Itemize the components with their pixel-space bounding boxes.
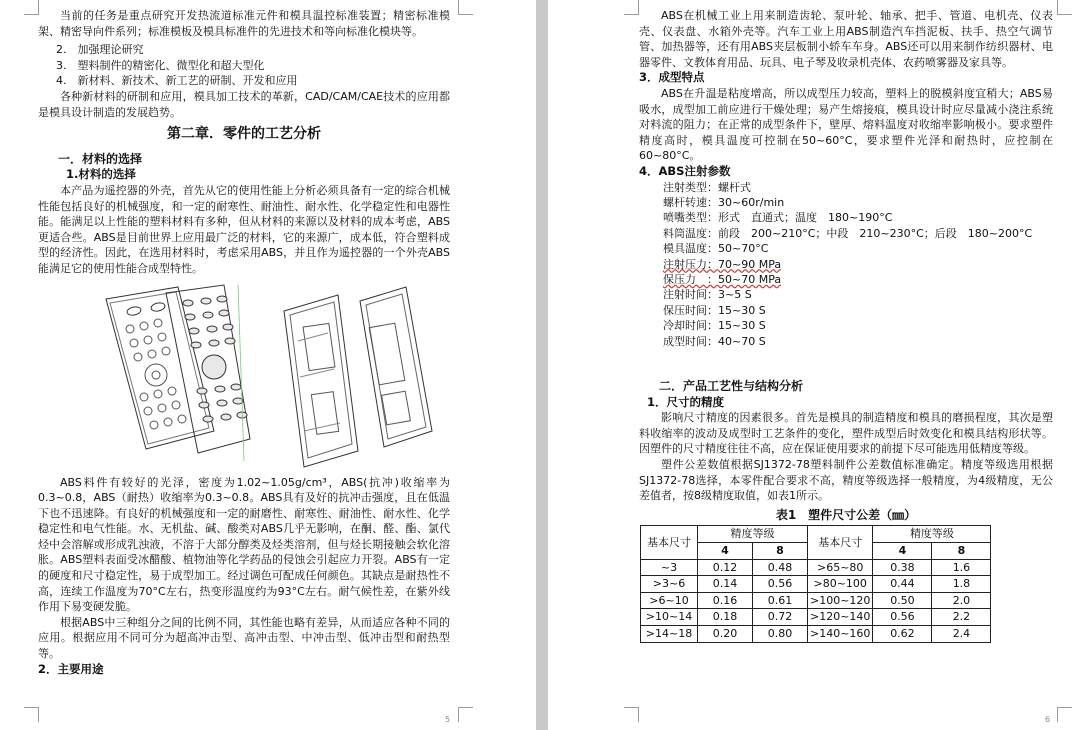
table-cell: ~3 bbox=[641, 559, 698, 576]
table-header-grade: 精度等级 bbox=[698, 526, 808, 543]
remote-control-figure bbox=[38, 281, 450, 473]
table-cell: 0.18 bbox=[698, 609, 753, 626]
paragraph-tolerance: 塑件公差数值根据SJ1372-78塑料制件公差数值标准确定。精度等级选用根据SJ1372-78选择，本零件配合要求不高，精度等级选择一般精度，为4级精度，无公差值者，按8级精度取值，如表1所示。 bbox=[639, 457, 1053, 503]
paragraph-molding: ABS在升温是粘度增高，所以成型压力较高，塑料上的脱模斜度宜稍大；ABS易吸水，成型加工前应进行干燥处理；易产生熔接痕，模具设计时应尽量减小浇注系统对料流的阻力；在正常的成型条件下，壁厚、熔料温度对收缩率影响极小。要求塑件精度高时，模具温度可控制在50~60°C，要求塑件光泽和耐热时，应控制在60~80°C。 bbox=[639, 86, 1053, 163]
table-cell: 0.50 bbox=[873, 592, 932, 609]
injection-params bbox=[663, 180, 1053, 349]
spacer bbox=[639, 349, 1053, 379]
table-header-grade-8: 8 bbox=[753, 542, 808, 559]
table-row bbox=[641, 609, 991, 626]
table-cell: 0.44 bbox=[873, 576, 932, 593]
table-row bbox=[641, 576, 991, 593]
table-header-grade-4: 4 bbox=[698, 542, 753, 559]
param-line: 注射压力：70~90 MPa bbox=[663, 257, 782, 271]
table-header-grade-4: 4 bbox=[873, 542, 932, 559]
table-cell: 0.16 bbox=[698, 592, 753, 609]
crop-mark bbox=[1057, 0, 1072, 15]
list-item: 4. 新材料、新技术、新工艺的研制、开发和应用 bbox=[56, 74, 298, 88]
section-heading: 一．材料的选择 bbox=[58, 151, 143, 166]
tolerance-table bbox=[640, 525, 991, 642]
param-line: 料筒温度：前段 200~210°C；中段 210~230°C；后段 180~200°C bbox=[663, 226, 1033, 240]
param-line: 保压力 ：50~70 MPa bbox=[663, 272, 782, 286]
table-header-grade-8: 8 bbox=[932, 542, 991, 559]
table-cell: >65~80 bbox=[808, 559, 873, 576]
list-item: 3. 塑料制件的精密化、微型化和超大型化 bbox=[56, 58, 265, 72]
crop-mark bbox=[458, 707, 473, 722]
table-cell: >120~140 bbox=[808, 609, 873, 626]
paragraph-abs-types: 根据ABS中三种组分之间的比例不同，其性能也略有差异，从而适应各种不同的应用。根据应用不同可分为超高冲击型、高冲击型、中冲击型、低冲击型和耐热型等。 bbox=[38, 615, 450, 661]
paragraph-intro: 当前的任务是重点研究开发热流道标准元件和模具温控标准装置；精密标准模架、精密导向件系列；标准模板及模具标准件的先进技术和等向标准化模块等。 bbox=[38, 9, 450, 38]
param-line: 冷却时间：15~30 S bbox=[663, 319, 766, 333]
crop-mark bbox=[624, 707, 639, 722]
crop-mark bbox=[24, 0, 39, 15]
table-cell: 0.61 bbox=[753, 592, 808, 609]
subsection-heading: 3．成型特点 bbox=[639, 70, 705, 85]
param-line: 喷嘴类型：形式 直通式；温度 180~190°C bbox=[663, 211, 893, 225]
param-line: 模具温度：50~70°C bbox=[663, 242, 769, 256]
table-cell: 0.14 bbox=[698, 576, 753, 593]
param-line: 保压时间：15~30 S bbox=[663, 303, 766, 317]
document-page-left bbox=[0, 0, 536, 730]
paragraph-material: 本产品为遥控器的外壳，首先从它的使用性能上分析必须具备有一定的综合机械性能包括良好的机械强度，和一定的耐寒性、耐油性、耐水性、化学稳定性和电器性能。能满足以上性能的塑料材料有多种，但从材料的来源以及材料的成本考虑，ABS更适合些。ABS是目前世界上应用最广泛的材料，它的来源广，成本低，符合塑料成型的经济性。因此，在选用材料时，考虑采用ABS，并且作为遥控器的一个外壳ABS能满足它的使用性能合成型特性。 bbox=[38, 183, 450, 275]
table-cell: 0.56 bbox=[873, 609, 932, 626]
crop-mark bbox=[1057, 707, 1072, 722]
table-cell: >80~100 bbox=[808, 576, 873, 593]
param-line: 注射时间：3~5 S bbox=[663, 288, 752, 302]
table-cell: >14~18 bbox=[641, 625, 698, 642]
remote-control-drawing bbox=[38, 281, 450, 473]
table-header-size: 基本尺寸 bbox=[808, 526, 873, 559]
subsection-heading: 4．ABS注射参数 bbox=[639, 163, 731, 178]
table-cell: 0.72 bbox=[753, 609, 808, 626]
table-cell: 1.8 bbox=[932, 576, 991, 593]
page-gutter bbox=[536, 0, 548, 730]
section-heading: 二．产品工艺性与结构分析 bbox=[659, 379, 804, 393]
crop-mark bbox=[624, 0, 639, 15]
table-cell: 0.48 bbox=[753, 559, 808, 576]
crop-mark bbox=[458, 0, 473, 15]
table-cell: 0.20 bbox=[698, 625, 753, 642]
subsection-heading: 1.材料的选择 bbox=[66, 167, 136, 182]
chapter-title: 第二章．零件的工艺分析 bbox=[167, 126, 321, 143]
table-cell: >100~120 bbox=[808, 592, 873, 609]
page-number: 6 bbox=[1045, 715, 1051, 724]
page-content bbox=[639, 8, 1053, 643]
subsection-heading: 2．主要用途 bbox=[38, 661, 104, 676]
table-header-grade: 精度等级 bbox=[873, 526, 991, 543]
table-row bbox=[641, 625, 991, 642]
table-caption: 表1 塑件尺寸公差（㎜） bbox=[775, 507, 917, 522]
table-cell: >140~160 bbox=[808, 625, 873, 642]
table-cell: >10~14 bbox=[641, 609, 698, 626]
table-cell: 0.38 bbox=[873, 559, 932, 576]
paragraph-precision: 影响尺寸精度的因素很多。首先是模具的制造精度和模具的磨损程度，其次是塑料收缩率的波动及成型时工艺条件的变化，塑件成型后时效变化和模具结构形状等。因塑件的尺寸精度往往不高，应在保证使用要求的前提下尽可能选用低精度等级。 bbox=[639, 411, 1053, 456]
table-cell: >3~6 bbox=[641, 576, 698, 593]
table-row bbox=[641, 592, 991, 609]
table-cell: 0.56 bbox=[753, 576, 808, 593]
table-cell: 2.0 bbox=[932, 592, 991, 609]
list-item: 2. 加强理论研究 bbox=[56, 43, 144, 57]
table-row bbox=[641, 559, 991, 576]
param-line: 注射类型：螺杆式 bbox=[663, 180, 751, 194]
crop-mark bbox=[24, 707, 39, 722]
table-cell: 1.6 bbox=[932, 559, 991, 576]
page-content bbox=[38, 8, 450, 677]
table-cell: 0.62 bbox=[873, 625, 932, 642]
page-number: 5 bbox=[445, 715, 451, 724]
table-header-size: 基本尺寸 bbox=[641, 526, 698, 559]
table-cell: 2.2 bbox=[932, 609, 991, 626]
table-cell: 2.4 bbox=[932, 625, 991, 642]
param-line: 螺杆转速：30~60r/min bbox=[663, 195, 785, 209]
subsection-heading: 1．尺寸的精度 bbox=[647, 394, 725, 409]
document-page-right bbox=[548, 0, 1073, 730]
table-cell: 0.80 bbox=[753, 625, 808, 642]
param-line: 成型时间：40~70 S bbox=[663, 334, 766, 348]
paragraph-abs-properties: ABS料件有较好的光泽，密度为1.02~1.05g/cm³，ABS(抗冲)收缩率为0.3~0.8，ABS（耐热）收缩率为0.3~0.8。ABS具有及好的抗冲击强度，且在低温下也不迅速降。有良好的机械强度和一定的耐磨性、耐寒性、耐油性、耐水性、化学稳定性和电气性能。水、无机盐、碱、酸类对ABS几乎无影响，在酮、醛、酯、氯代烃中会溶解或形成乳浊液，不溶于大部分醇类及烃类溶剂，但与烃长期接触会软化溶胀。ABS塑料表面受冰醋酸、植物油等化学药品的侵蚀会引起应力开裂。ABS有一定的硬度和尺寸稳定性，易于成型加工。经过调色可配成任何颜色。其缺点是耐热性不高，连续工作温度为70°C左右，热变形温度约为93°C左右。耐气候性差，在紫外线作用下易变硬发脆。 bbox=[38, 475, 450, 614]
numbered-list bbox=[56, 42, 450, 89]
table-cell: >6~10 bbox=[641, 592, 698, 609]
paragraph-trends: 各种新材料的研制和应用，模具加工技术的革新，CAD/CAM/CAE技术的应用都是模具设计制造的发展趋势。 bbox=[38, 89, 450, 119]
table-cell: 0.12 bbox=[698, 559, 753, 576]
paragraph-uses: ABS在机械工业上用来制造齿轮、泵叶轮、轴承、把手、管道、电机壳、仪表壳、仪表盘、水箱外壳等。汽车工业上用ABS制造汽车挡泥板、扶手、热空气调节管、加热器等，还有用ABS夹层板制小轿车车身。ABS还可以用来制作纺织器材、电器零件、文教体育用品、玩具、电子琴及收录机壳体、农药喷雾器及家具等。 bbox=[639, 9, 1053, 69]
